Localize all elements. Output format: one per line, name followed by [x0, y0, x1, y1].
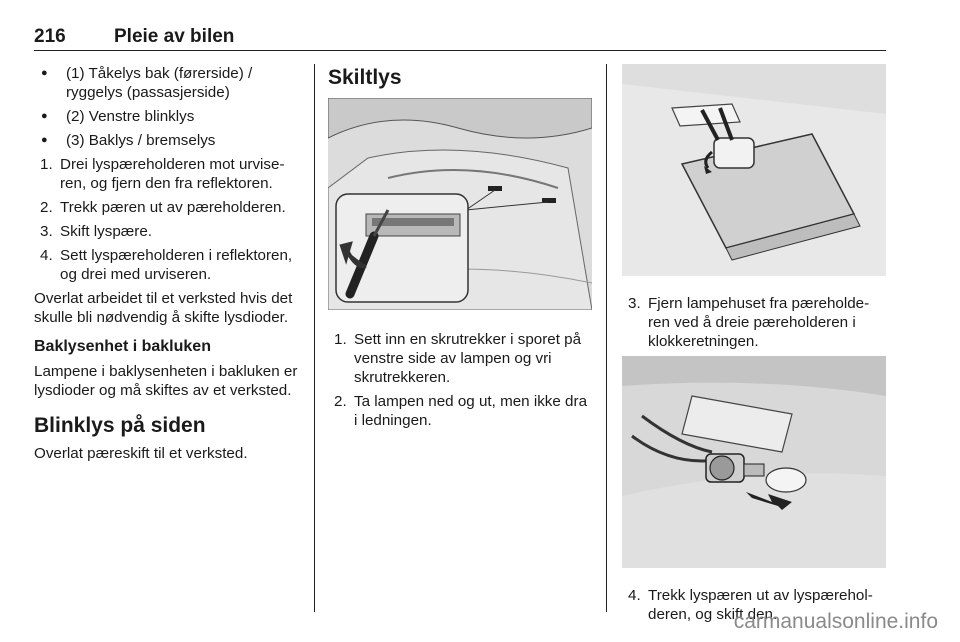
- subheading: Baklysenhet i bakluken: [34, 338, 211, 355]
- section-heading: Skiltlys: [328, 66, 402, 89]
- step-list: [622, 294, 886, 351]
- middle-column: [328, 64, 592, 435]
- step-list: [34, 155, 302, 284]
- step-list: [328, 330, 592, 430]
- list-item: ● (2) Venstre blinklys: [34, 107, 302, 126]
- tailgate-illustration: [328, 98, 592, 310]
- bulb-list: [34, 64, 302, 150]
- left-column: [34, 64, 302, 473]
- step-item: 2. Ta lampen ned og ut, men ikke dra i ledningen.: [334, 393, 588, 429]
- lamp-housing-figure: [622, 64, 886, 276]
- bulb-removal-illustration: [622, 356, 886, 568]
- list-item: ● (3) Baklys / bremselys: [34, 131, 302, 150]
- step-item: 1. Drei lyspæreholderen mot urviseren, og fjern den fra reflektoren.: [40, 156, 285, 192]
- bulb-figure: [622, 356, 886, 568]
- column-divider: [314, 64, 315, 612]
- lamp-housing-illustration: [622, 64, 886, 276]
- step-item: 1. Sett inn en skrutrekker i sporet på venstre side av lampen og vri skrutrekkeren.: [334, 331, 582, 386]
- step-item: 2. Trekk pæren ut av pæreholderen.: [40, 199, 286, 216]
- body-text: Lampene i baklysenheten i bakluken er lysdioder og må skiftes av et verksted.: [34, 363, 298, 399]
- column-divider: [606, 64, 607, 612]
- watermark: carmanualsonline.info: [733, 610, 938, 633]
- page-header: [34, 24, 886, 51]
- step-item: 3. Fjern lampehuset fra pæreholderen ved å dreie pæreholderen i klokkeretningen.: [628, 295, 870, 350]
- step-item: 4. Trekk lyspæren ut av lyspæreholderen, og skift den.: [628, 587, 873, 623]
- step-item: 4. Sett lyspæreholderen i reflektoren, og drei med urviseren.: [40, 247, 293, 283]
- section-heading: Blinklys på siden: [34, 414, 206, 437]
- page-number: 216: [34, 26, 66, 47]
- note-text: Overlat arbeidet til et verksted hvis det skulle bli nødvendig å skifte lysdioder.: [34, 290, 293, 326]
- license-lamp-figure: [328, 98, 592, 310]
- list-item: ● (1) Tåkelys bak (førerside) / ryggelys (passasjerside): [34, 64, 302, 102]
- body-text: Overlat pæreskift til et verksted.: [34, 445, 248, 462]
- chapter-title: Pleie av bilen: [114, 26, 235, 47]
- step-item: 3. Skift lyspære.: [40, 223, 152, 240]
- right-column: [622, 64, 886, 629]
